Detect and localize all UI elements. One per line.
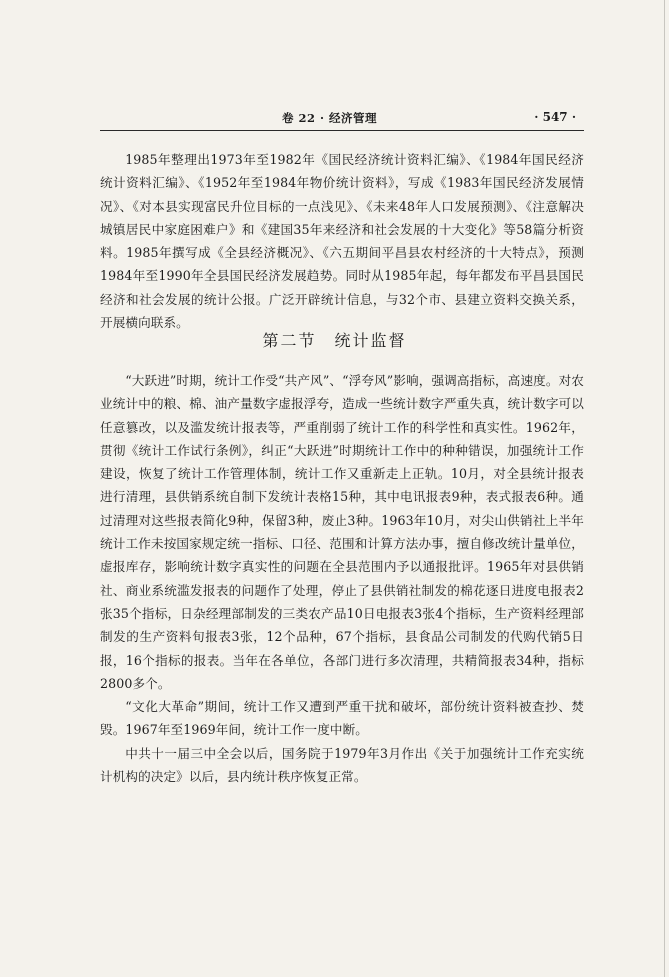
body-paragraph: 中共十一届三中全会以后，国务院于1979年3月作出《关于加强统计工作充实统计机构的决定》以后，县内统计秩序恢复正常。: [100, 745, 584, 785]
chapter-label: 卷 22 · 经济管理: [282, 111, 378, 125]
section-heading: [0, 328, 669, 351]
section-body: [100, 369, 584, 788]
scan-edge: [664, 0, 665, 977]
intro-text-block: [100, 148, 584, 334]
section-number: 第二节: [262, 331, 317, 350]
body-paragraph: “文化大革命”期间，统计工作又遭到严重干扰和破坏，部份统计资料被查抄、焚毁。1967年至1969年间，统计工作一度中断。: [100, 699, 584, 738]
running-header: [100, 106, 584, 131]
body-paragraph: “大跃进”时期，统计工作受“共产风”、“浮夸风”影响，强调高指标，高速度。对农业统计中的粮、棉、油产量数字虚报浮夸，造成一些统计数字严重失真，统计数字可以任意篡改，以及滥发统计报表等，严重削弱了统计工作的科学性和真实性。1962年，贯彻《统计工作试行条例》，纠正“大跃进”时期统计工作中的种种错误，加强统计工作建设，恢复了统计工作管理体制，统计工作又重新走上正轨。10月，对全县统计报表进行清理，县供销系统自制下发统计表格15种，其中电讯报表9种，表式报表6种。通过清理对这些报表简化9种，保留3种，废止3种。1963年10月，对尖山供销社上半年统计工作未按国家规定统一指标、口径、范围和计算方法办事，擅自修改统计量单位，虚报库存，影响统计数字真实性的问题在全县范围内予以通报批评。1965年对县供销社、商业系统滥发报表的问题作了处理，停止了县供销社制发的棉花逐日进度电报表2张35个指标，日杂经理部制发的三类农产品10日电报表3张4个指标，生产资料经理部制发的生产资料旬报表3张，12个品种，67个指标，县食品公司制发的代购代销5日报，16个指标的报表。当年在各单位，各部门进行多次清理，共精简报表34种，指标2800多个。: [100, 373, 584, 691]
page-number: · 547 ·: [534, 110, 576, 124]
section-title: 统计监督: [334, 331, 407, 350]
intro-paragraph: 1985年整理出1973年至1982年《国民经济统计资料汇编》、《1984年国民经济统计资料汇编》、《1952年至1984年物价统计资料》，写成《1983年国民经济发展情况》、《对本县实现富民升位目标的一点浅见》、《未来48年人口发展预测》、《注意解决城镇居民中家庭困难户》和《建国35年来经济和社会发展的十大变化》等58篇分析资料。1985年撰写成《全县经济概况》、《六五期间平昌县农村经济的十大特点》，预测1984年至1990年全县国民经济发展趋势。同时从1985年起，每年都发布平昌县国民经济和社会发展的统计公报。广泛开辟统计信息，与32个市、县建立资料交换关系，开展横向联系。: [100, 152, 584, 331]
